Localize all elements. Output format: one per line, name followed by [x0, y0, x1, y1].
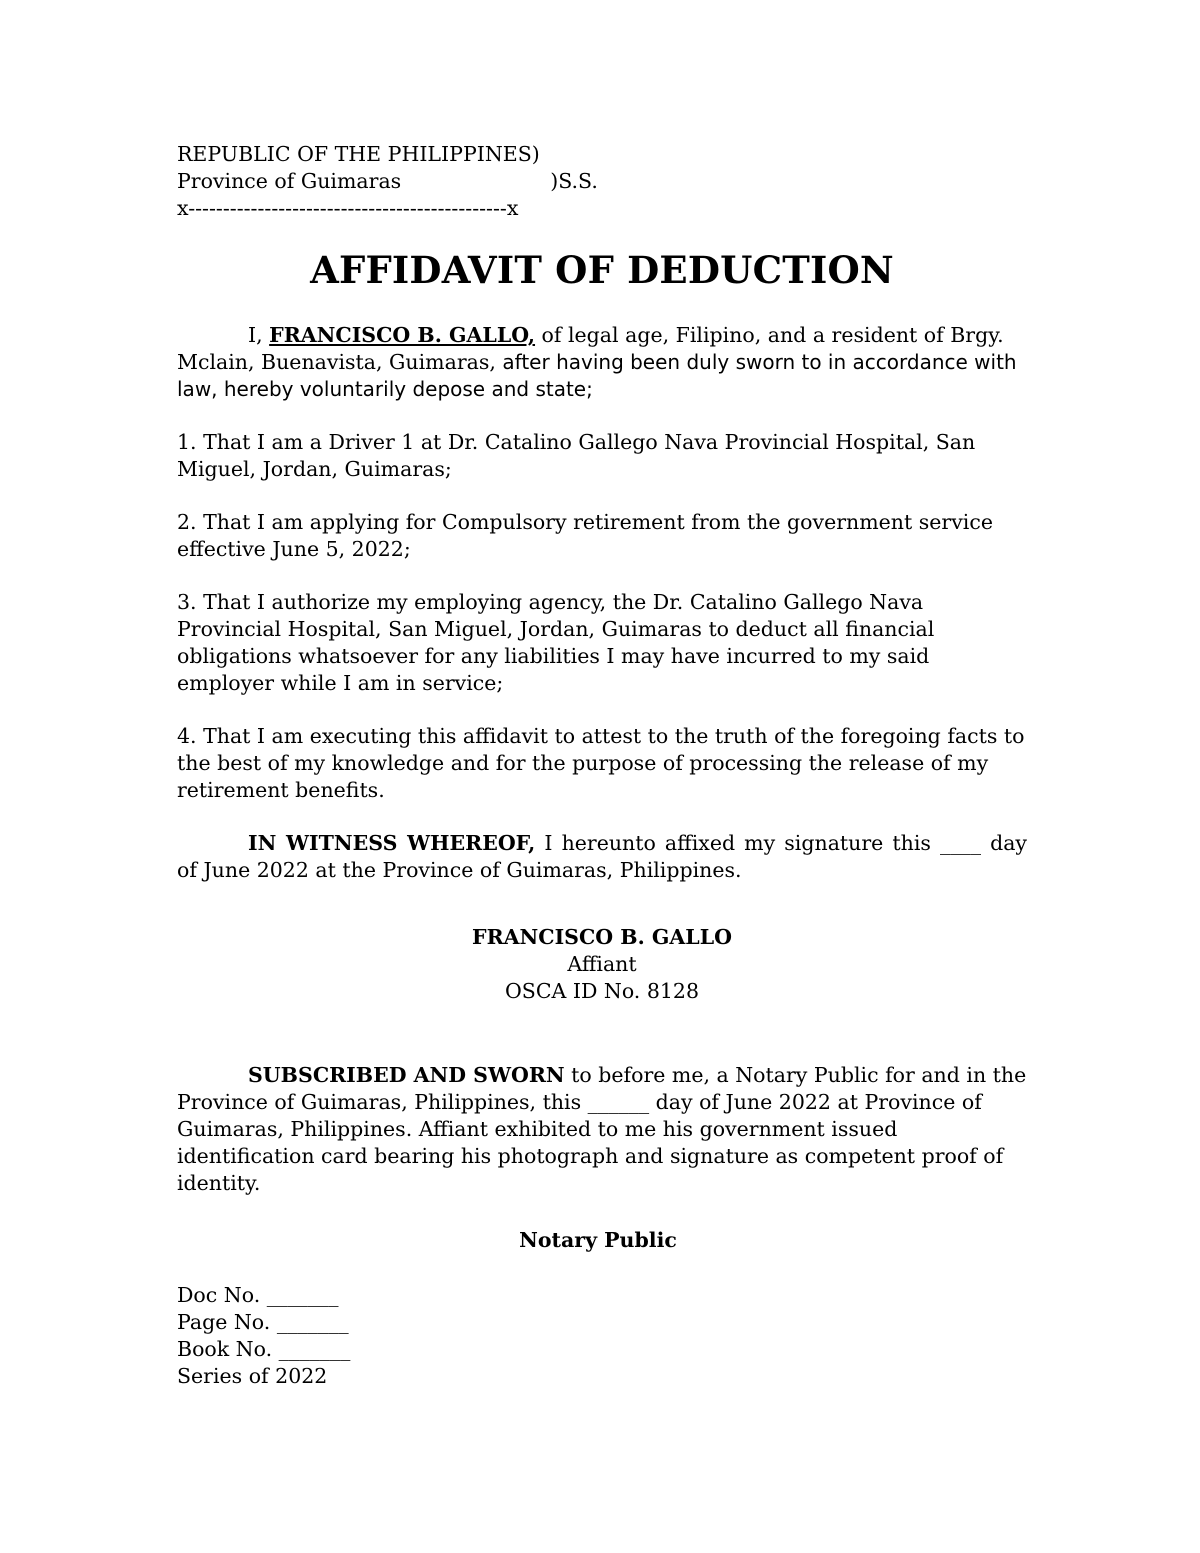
- item-2: 2. That I am applying for Compulsory retirement from the government service effective June 5, 2022;: [177, 510, 993, 561]
- witness-text: I hereunto affixed my signature this ____ day of June 2022 at the Province of Guimaras, Philippines.: [177, 831, 1027, 882]
- affiant-id: OSCA ID No. 8128: [504, 979, 700, 1003]
- series-year: Series of 2022: [177, 1364, 328, 1388]
- document-title: AFFIDAVIT OF DEDUCTION: [310, 248, 894, 292]
- caption-divider: x----------------------------------------------x: [177, 196, 519, 220]
- affiant-role: Affiant: [567, 952, 637, 976]
- affiant-name-inline: FRANCISCO B. GALLO,: [269, 323, 536, 347]
- caption-province-name: Province of Guimaras: [177, 169, 402, 193]
- venue-caption: [177, 141, 1027, 222]
- intro-paragraph: [177, 322, 1027, 403]
- affiant-signature-block: [177, 924, 1027, 1005]
- caption-republic: REPUBLIC OF THE PHILIPPINES): [177, 142, 540, 166]
- affiant-name: FRANCISCO B. GALLO: [472, 925, 732, 949]
- jurat-paragraph: [177, 1062, 1027, 1197]
- item-1: 1. That I am a Driver 1 at Dr. Catalino Gallego Nava Provincial Hospital, San Miguel, Jordan, Guimaras;: [177, 430, 976, 481]
- notary-signature-block: [177, 1227, 1027, 1254]
- jurat-heading: SUBSCRIBED AND SWORN: [248, 1063, 565, 1087]
- item-3: 3. That I authorize my employing agency, the Dr. Catalino Gallego Nava Provincial Hospital, San Miguel, Jordan, Guimaras to deduct all financial obligations whatsoever for any liabilities I may have incurred to my said employer while I am in service;: [177, 590, 935, 695]
- intro-text: of legal age, Filipino, and a resident of Brgy. Mclain, Buenavista, Guimaras,: [177, 323, 1004, 374]
- witness-heading: IN WITNESS WHEREOF,: [248, 831, 536, 855]
- caption-province: [177, 168, 1027, 195]
- notarial-register: [177, 1282, 1027, 1390]
- book-number: Book No. _______: [177, 1337, 351, 1361]
- intro-text-sans: after having been duly sworn to in accordance with law, hereby voluntarily depose and state;: [177, 350, 1017, 401]
- page-number: Page No. _______: [177, 1310, 349, 1334]
- intro-prefix: I,: [248, 323, 270, 347]
- jurat-text: to before me, a Notary Public for and in the Province of Guimaras, Philippines, this ______ day of June 2022 at Province of Guimaras, Philippines. Affiant exhibited to me his government issued identification card bearing his photograph and signature as competent proof of identity.: [177, 1063, 1027, 1195]
- caption-ss: )S.S.: [550, 169, 598, 193]
- doc-number: Doc No. _______: [177, 1283, 339, 1307]
- witness-paragraph: [177, 830, 1027, 884]
- notary-label: Notary Public: [519, 1228, 677, 1252]
- affidavit-document: [177, 141, 1027, 1390]
- item-4: 4. That I am executing this affidavit to attest to the truth of the foregoing facts to the best of my knowledge and for the purpose of processing the release of my retirement benefits.: [177, 724, 1025, 802]
